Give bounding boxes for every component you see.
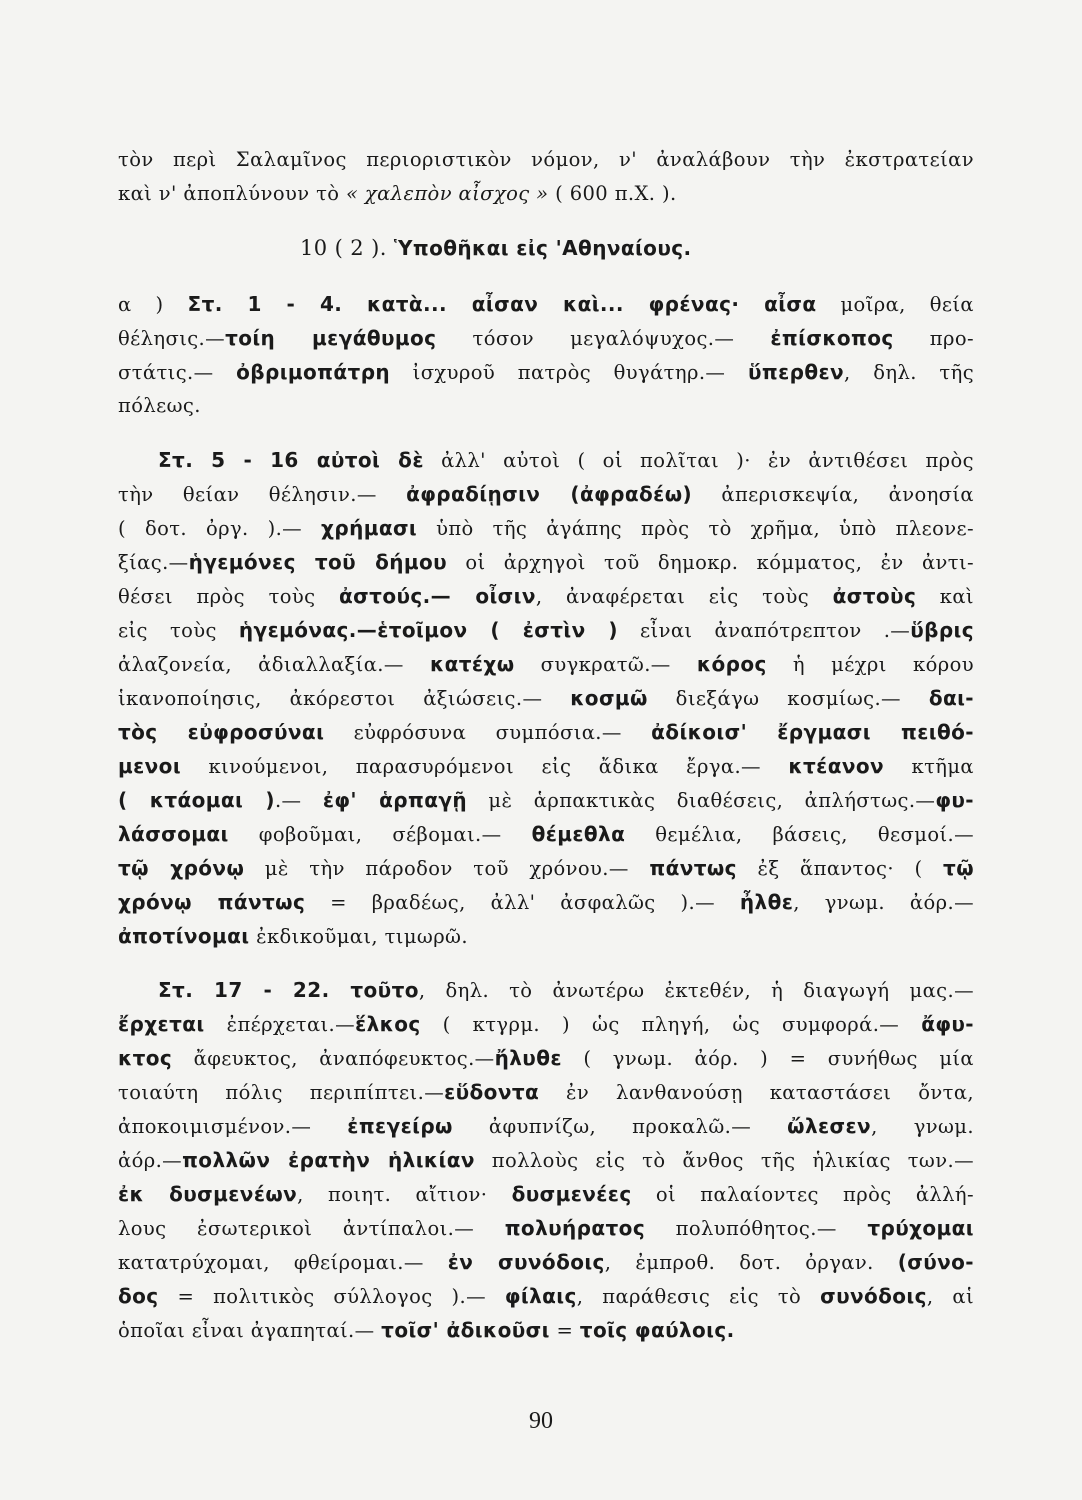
text-line [118,786,974,815]
lemma: ἀστούς.— οἶσιν [339,584,536,608]
gloss: , αἱ [926,1285,974,1308]
gloss: εἰς τοὺς [118,619,239,642]
lemma: θέμεθλα [531,822,626,846]
text-line [118,650,974,679]
lemma: ἀποτίνομαι [118,924,250,948]
text-line [118,1112,974,1141]
gloss: ὑπὸ τῆς ἀγάπης πρὸς τὸ χρῆμα, ὑπὸ πλεονε- [417,517,974,540]
lemma: ἡγεμόνες τοῦ δήμου [188,550,448,574]
gloss: τὸν περὶ Σαλαμῖνος περιοριστικὸν νόμον, ν' ἀναλάβουν τὴν ἐκστρατείαν [118,148,974,171]
lemma: δαι- [928,686,974,710]
lemma: κοσμῶ [570,686,648,710]
lemma: ἐπεγείρω [347,1114,453,1138]
gloss: μοῖρα, θεία [816,293,974,316]
gloss: τὴν θείαν θέλησιν.— [118,483,407,506]
gloss: ἀόρ.— [118,1149,183,1172]
gloss: ἀλαζονεία, ἀδιαλλαξία.— [118,653,430,676]
lemma: ἐν συνόδοις [447,1250,605,1274]
lemma: φυ- [935,788,974,812]
gloss: ἡ μέχρι κόρου [766,653,974,676]
lemma: κόρος [696,652,767,676]
gloss: ἀλλ' αὐτοὶ ( οἱ πολῖται )· ἐν ἀντιθέσει πρὸς [423,449,974,472]
lemma: χρόνῳ πάντως [118,890,306,914]
gloss: διεξάγω κοσμίως.— [647,687,929,710]
text-line [118,1146,974,1175]
lemma: Στ. 1 - 4. κατὰ... αἶσαν καὶ... φρένας· αἶσα [187,292,817,316]
text-line [118,514,974,543]
lemma: ἄφυ- [921,1012,974,1036]
text-line [118,820,974,849]
lemma: ἔρχεται [118,1012,205,1036]
gloss: , δηλ. τὸ ἀνωτέρω ἐκτεθέν, ἡ διαγωγή μας.— [418,979,974,1002]
lemma: ὕβρις [910,618,974,642]
text-line [118,752,974,781]
gloss: , δηλ. τῆς [844,361,974,384]
text-line [118,290,974,319]
gloss: οἱ παλαίοντες πρὸς ἀλλή- [631,1183,974,1206]
gloss: ἀποκοιμισμένον.— [118,1115,348,1138]
quotation: « χαλεπὸν αἶσχος » [346,182,549,205]
gloss: μὲ ἁρπακτικὰς διαθέσεις, ἀπλήστως.— [467,789,936,812]
lemma: ὕπερθεν [747,360,845,384]
lemma: Ὑποθῆκαι εἰς 'Αθηναίους. [393,236,692,260]
lemma: ὤλεσεν [787,1114,872,1138]
gloss: .— [274,789,323,812]
gloss: καὶ [916,585,974,608]
lemma: φίλαις [504,1284,577,1308]
gloss: , ποιητ. αἴτιον· [297,1183,512,1206]
lemma: δος [118,1284,159,1308]
text-line [118,1282,974,1311]
gloss: ( γνωμ. ἀόρ. ) = συνήθως μία [561,1047,974,1070]
text-line [118,146,974,174]
gloss: προ- [893,327,974,350]
lemma: τρύχομαι [867,1216,974,1240]
lemma: μενοι [118,754,182,778]
gloss: ἐξ ἅπαντος· ( [736,857,944,880]
lemma: εὕδοντα [444,1080,540,1104]
text-line [118,1214,974,1243]
gloss: πολυπόθητος.— [645,1217,868,1240]
gloss: πόλεως. [118,394,201,417]
text-line [118,480,974,509]
text-line [118,854,974,883]
lemma: τὸς εὐφροσύναι [118,720,325,744]
gloss: ἐπέρχεται.— [204,1013,356,1036]
lemma: τοῖσ' ἀδικοῦσι [381,1318,550,1342]
gloss: συγκρατῶ.— [514,653,697,676]
gloss: κατατρύχομαι, φθείρομαι.— [118,1251,448,1274]
gloss: λους ἐσωτερικοὶ ἀντίπαλοι.— [118,1217,505,1240]
text-line [118,392,974,420]
lemma: ἐκ δυσμενέων [118,1182,298,1206]
lemma: ἀστοὺς [832,584,917,608]
gloss: ἀπερισκεψία, ἀνοησία [692,483,974,506]
gloss: , ἐμπροθ. δοτ. ὀργαν. [604,1251,898,1274]
lemma: τοῖς φαύλοις. [579,1318,735,1342]
gloss: ἱκανοποίησις, ἀκόρεστοι ἀξιώσεις.— [118,687,571,710]
lemma: ( κτάομαι ) [118,788,275,812]
text-line [118,1010,974,1039]
lemma: πολλῶν ἐρατὴν ἡλικίαν [182,1148,475,1172]
lemma: Στ. 5 - 16 αὐτοὶ δὲ [158,448,424,472]
gloss: ἄφευκτος, ἀναπόφευκτος.— [172,1047,495,1070]
gloss: πολλοὺς εἰς τὸ ἄνθος τῆς ἡλικίας των.— [474,1149,974,1172]
text-line [118,1044,974,1073]
gloss: τοιαύτη πόλις περιπίπτει.— [118,1081,445,1104]
lemma: ὀβριμοπάτρη [236,360,391,384]
lemma: κτέανον [788,754,885,778]
lemma: ἐπίσκοπος [770,326,894,350]
lemma: τῷ [943,856,974,880]
text-line [300,234,860,262]
text-line [118,888,974,917]
gloss: εἶναι ἀναπότρεπτον .— [617,619,911,642]
lemma: συνόδοις [820,1284,927,1308]
gloss: κτῆμα [884,755,974,778]
gloss: , ἀναφέρεται εἰς τοὺς [535,585,833,608]
gloss: θεμέλια, βάσεις, θεσμοί.— [625,823,974,846]
gloss: εὐφρόσυνα συμπόσια.— [324,721,652,744]
text-line [118,684,974,713]
lemma: δυσμενέες [511,1182,632,1206]
lemma: λάσσομαι [118,822,229,846]
gloss: ( δοτ. ὀργ. ).— [118,517,322,540]
gloss: φοβοῦμαι, σέβομαι.— [228,823,532,846]
lemma: (σύνο- [897,1250,974,1274]
gloss: οἱ ἀρχηγοὶ τοῦ δημοκρ. κόμματος, ἐν ἀντι- [447,551,974,574]
gloss: = βραδέως, ἀλλ' ἀσφαλῶς ).— [305,891,740,914]
text-line [118,180,974,208]
lemma: πολυήρατος [504,1216,646,1240]
gloss: μὲ τὴν πάροδον τοῦ χρόνου.— [244,857,650,880]
gloss: ( κτγρμ. ) ὡς πληγή, ὡς συμφορά.— [420,1013,922,1036]
gloss: 10 ( 2 ). [300,236,394,260]
text-line [118,548,974,577]
text-line [118,616,974,645]
gloss: ἐκδικοῦμαι, τιμωρῶ. [249,925,468,948]
text-line [118,1078,974,1107]
text-line [118,922,974,951]
gloss: ἀφυπνίζω, προκαλῶ.— [452,1115,788,1138]
gloss: ( 600 π.Χ. ). [548,182,677,205]
gloss: θέσει πρὸς τοὺς [118,585,340,608]
text-line [118,718,974,747]
gloss: τόσον μεγαλόψυχος.— [436,327,771,350]
gloss: = πολιτικὸς σύλλογος ).— [158,1285,505,1308]
gloss: ὁποῖαι εἶναι ἀγαπηταί.— [118,1319,382,1342]
lemma: τοίη μεγάθυμος [225,326,437,350]
gloss: ἐν λανθανούσῃ καταστάσει ὄντα, [539,1081,974,1104]
lemma: Στ. 17 - 22. τοῦτο [158,978,419,1002]
lemma: ἀδίκοισ' ἔργμασι πειθό- [651,720,974,744]
lemma: κτος [118,1046,173,1070]
lemma: ἐφ' ἁρπαγῇ [322,788,468,812]
text-line [118,1316,974,1345]
text-line [118,582,974,611]
text-line [118,324,974,353]
gloss: κινούμενοι, παρασυρόμενοι εἰς ἄδικα ἔργα.— [181,755,789,778]
lemma: ἀφραδίῃσιν (ἀφραδέω) [406,482,693,506]
text-line [118,1248,974,1277]
gloss: = [549,1319,580,1342]
lemma: ἕλκος [355,1012,421,1036]
gloss: ἰσχυροῦ πατρὸς θυγάτηρ.— [390,361,748,384]
gloss: , παράθεσις εἰς τὸ [576,1285,821,1308]
lemma: κατέχω [429,652,515,676]
gloss: στάτις.— [118,361,237,384]
gloss: α ) [118,293,188,316]
gloss: καὶ ν' ἀποπλύνουν τὸ [118,182,346,205]
text-line [118,358,974,387]
gloss: ξίας.— [118,551,189,574]
lemma: πάντως [649,856,737,880]
lemma: τῷ χρόνῳ [118,856,245,880]
page-number: 90 [529,1408,553,1434]
lemma: ἤλυθε [494,1046,562,1070]
gloss: , γνωμ. [871,1115,974,1138]
text-line [118,1180,974,1209]
text-line [158,446,974,475]
lemma: χρήμασι [321,516,418,540]
gloss: θέλησις.— [118,327,226,350]
lemma: ἡγεμόνας.—ἑτοῖμον ( ἐστὶν ) [238,618,618,642]
text-line [158,976,974,1005]
gloss: , γνωμ. ἀόρ.— [793,891,974,914]
lemma: ἦλθε [739,890,794,914]
